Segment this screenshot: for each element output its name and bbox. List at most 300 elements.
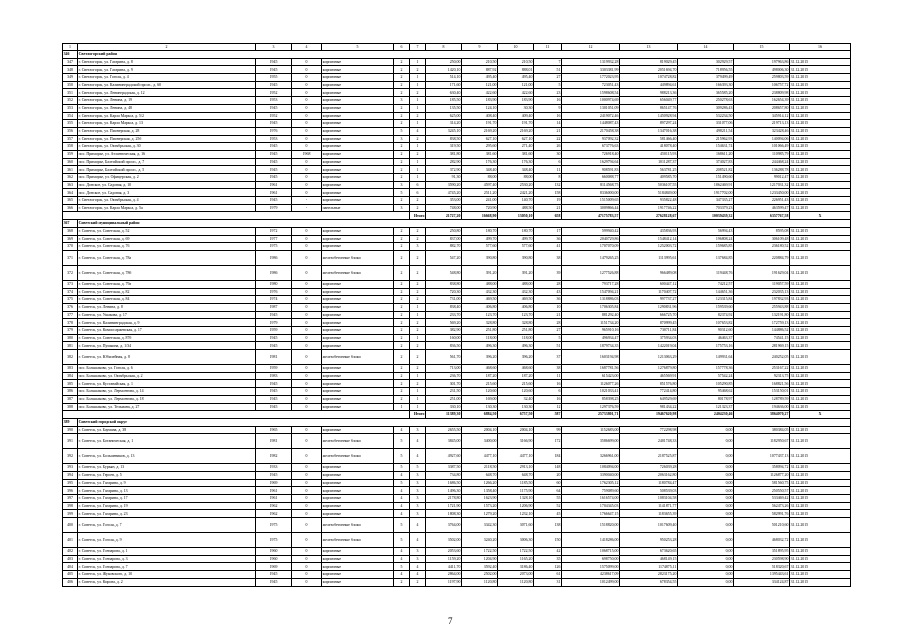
table-row [63, 135, 851, 143]
table-cell: 123,70 [498, 311, 534, 319]
table-cell: 3 [410, 495, 426, 503]
table-cell: 151490,60 [678, 174, 734, 182]
table-cell: 31.12.2015 [790, 250, 851, 265]
table-cell: 408,40 [462, 112, 498, 120]
table-cell: 255943,88 [734, 303, 790, 311]
table-cell: 20 [534, 471, 562, 479]
table-cell: 1 [410, 395, 426, 403]
table-cell: 31.12.2015 [790, 372, 851, 380]
table-cell: 2 [410, 280, 426, 288]
table-cell: 4477,10 [498, 449, 534, 464]
table-cell: 31.12.2015 [790, 227, 851, 235]
table-cell: 0,00 [678, 555, 734, 563]
table-cell: 31.12.2015 [790, 434, 851, 449]
table-cell: 3845,00 [426, 434, 462, 449]
table-cell: 0,00 [678, 563, 734, 571]
table-cell: 2073,00 [498, 571, 534, 579]
table-row [63, 189, 851, 197]
table-cell: 649529,69 [620, 395, 678, 403]
table-cell: 106757,72 [734, 81, 790, 89]
table-cell: 381 [63, 342, 78, 350]
table-cell: 118,00 [462, 334, 498, 342]
table-cell: 2 [394, 74, 410, 82]
table-cell: 508539,03 [620, 487, 678, 495]
column-number: 11 [534, 44, 562, 51]
table-cell: 314,20 [426, 120, 462, 128]
table-cell: г. Советск, ул. Гончарова, д. 3 [78, 555, 256, 563]
table-cell: 630,40 [426, 89, 462, 97]
table-cell: железобетонные блоки [322, 434, 394, 449]
table-cell: 2118,50 [462, 464, 498, 472]
table-cell: 370 [63, 243, 78, 251]
table-cell: железобетонные блоки [322, 265, 394, 280]
table-cell: 935822,48 [620, 197, 678, 205]
table-cell: 95468,62 [678, 388, 734, 396]
table-cell: 1598608,54 [562, 89, 620, 97]
table-cell: г. Светлогорск, ул. Гоголя, д. 4 [78, 74, 256, 82]
table-cell: 625,00 [426, 112, 462, 120]
table-cell: 0 [292, 89, 322, 97]
table-cell: 364 [63, 189, 78, 197]
table-cell: 726039,28 [620, 464, 678, 472]
table-cell: 4 [394, 510, 410, 518]
table-cell: 331077,06 [678, 120, 734, 128]
table-cell: 496,30 [498, 342, 534, 350]
table-cell: 31.12.2015 [790, 388, 851, 396]
table-cell: 2051694,70 [620, 66, 678, 74]
table-cell: 4597,40 [462, 181, 498, 189]
table-cell: 0 [292, 227, 322, 235]
table-cell: 495,40 [462, 74, 498, 82]
table-cell: 353 [63, 104, 78, 112]
table-cell: 1 [410, 143, 426, 151]
total-cell: 6757,50 [498, 411, 534, 419]
table-cell: 137684,85 [678, 250, 734, 265]
section-title: Советский муниципальный район [78, 220, 851, 228]
table-row [63, 74, 851, 82]
table-cell: 950253,28 [620, 533, 678, 548]
table-row [63, 235, 851, 243]
table-cell: 1141871,77 [620, 502, 678, 510]
table-cell: 377 [63, 311, 78, 319]
table-cell: г. Советск, ул. Советская, д. 87б [78, 334, 256, 342]
table-cell: 385 [63, 380, 78, 388]
table-cell: 31.12.2015 [790, 487, 851, 495]
table-cell: 259803,59 [734, 74, 790, 82]
table-cell: 0 [292, 66, 322, 74]
table-cell: 105290,85 [678, 380, 734, 388]
table-cell: 5 [534, 334, 562, 342]
table-cell: 360 [63, 158, 78, 166]
table-row [63, 89, 851, 97]
table-cell: 2169,20 [462, 127, 498, 135]
table-cell: 82374,92 [678, 311, 734, 319]
table-cell: 0 [292, 388, 322, 396]
table-cell: 0 [292, 243, 322, 251]
table-cell: 937092,32 [562, 135, 620, 143]
table-cell: 2 [394, 311, 410, 319]
table-cell: 0 [292, 181, 322, 189]
table-cell: 328,80 [462, 319, 498, 327]
table-cell: 392 [63, 449, 78, 464]
table-cell: 334124,87 [734, 578, 790, 586]
section-number: 389 [63, 418, 78, 426]
table-cell: 838,40 [426, 303, 462, 311]
table-cell: 673620,65 [620, 548, 678, 556]
table-cell: 140094,06 [734, 135, 790, 143]
table-row [63, 548, 851, 556]
table-cell: кирпичные [322, 563, 394, 571]
table-cell: 74212,57 [678, 280, 734, 288]
table-cell: 0 [292, 250, 322, 265]
table-row [63, 181, 851, 189]
table-cell: 496,30 [462, 342, 498, 350]
table-cell: 251,80 [462, 327, 498, 335]
table-cell: 382 [63, 350, 78, 365]
table-row [63, 265, 851, 280]
table-cell: 356 [63, 127, 78, 135]
table-cell: 31.12.2015 [790, 66, 851, 74]
table-cell: 1965 [256, 426, 292, 434]
total-cell: 11389,30 [426, 411, 462, 419]
table-cell: 1616574,00 [562, 495, 620, 503]
table-cell: 31.12.2015 [790, 296, 851, 304]
table-cell: кирпичные [322, 135, 394, 143]
table-cell: 400 [63, 518, 78, 533]
table-cell: 31.12.2015 [790, 143, 851, 151]
column-number: 7 [410, 44, 426, 51]
table-cell: 121,00 [462, 81, 498, 89]
table-cell: 1068715,00 [562, 548, 620, 556]
table-cell: 302929,57 [678, 58, 734, 66]
table-cell: 27 [534, 74, 562, 82]
table-cell: 0 [292, 189, 322, 197]
table-row [63, 449, 851, 464]
table-cell: 908591,83 [562, 166, 620, 174]
page-number: 7 [448, 616, 453, 626]
table-cell: 1962 [256, 510, 292, 518]
table-row [63, 174, 851, 182]
table-cell: 1945 [256, 143, 292, 151]
table-cell: 1204,90 [462, 555, 498, 563]
table-cell: пос. Приморье, Балтийский просп., д. 7 [78, 158, 256, 166]
table-cell: 31.12.2015 [790, 510, 851, 518]
table-cell: кирпичные [322, 296, 394, 304]
table-cell: 0,00 [678, 426, 734, 434]
table-cell: 838,50 [426, 135, 462, 143]
table-cell: 4411,70 [426, 563, 462, 571]
table-cell: 0 [292, 166, 322, 174]
table-cell: 31.12.2015 [790, 280, 851, 288]
total-cell: 6884,50 [462, 411, 498, 419]
table-cell: - [292, 204, 322, 212]
table-cell: 1945 [256, 380, 292, 388]
table-cell: 1185,50 [498, 479, 534, 487]
table-cell: 3245,10 [426, 127, 462, 135]
table-cell: г. Советск, ул. Ботаническая, д. 1 [78, 434, 256, 449]
table-cell: 1175,90 [498, 487, 534, 495]
table-cell: 121,00 [498, 81, 534, 89]
table-cell: 1959 [256, 327, 292, 335]
table-cell: 0 [292, 97, 322, 105]
table-cell: 0,00 [678, 548, 734, 556]
table-cell: 1083104,58 [620, 495, 678, 503]
table-cell: 31.12.2015 [790, 563, 851, 571]
table-cell: 352 [63, 97, 78, 105]
table-cell: 3 [410, 502, 426, 510]
table-cell: 2 [410, 89, 426, 97]
table-cell: 31.12.2015 [790, 204, 851, 212]
table-cell: 306109,48 [734, 235, 790, 243]
table-cell: 28 [534, 319, 562, 327]
table-cell: 1974 [256, 296, 292, 304]
table-cell: 230598,90 [734, 555, 790, 563]
table-row [63, 487, 851, 495]
table-cell: пос. Большаково, ул. Лермонтова, д. 14 [78, 388, 256, 396]
table-cell: пос. Приморье, ул. Офицерская, д. 2 [78, 174, 256, 182]
table-cell: г. Советск, ул. Гагарина, д. 23 [78, 510, 256, 518]
table-cell: 3006,30 [498, 533, 534, 548]
table-cell: 2 [410, 578, 426, 586]
table-cell: 1945 [256, 471, 292, 479]
table-row [63, 327, 851, 335]
table-cell: 119057,59 [734, 280, 790, 288]
table-cell: 5 [394, 127, 410, 135]
table-cell: 376 [63, 303, 78, 311]
table-cell: 3400,00 [462, 434, 498, 449]
table-cell: 11 [534, 166, 562, 174]
table-cell: 149931,64 [678, 350, 734, 365]
table-cell: 369 [63, 235, 78, 243]
table-row [63, 350, 851, 365]
table-cell: г. Светлогорск, ул. Карла Маркса, д. 5а [78, 204, 256, 212]
table-cell: кирпичные [322, 487, 394, 495]
table-cell: 3 [410, 487, 426, 495]
table-cell: 406,80 [462, 303, 498, 311]
table-cell: 5184849,00 [620, 189, 678, 197]
table-cell: 8595,08 [734, 227, 790, 235]
table-cell: 581560,75 [734, 479, 790, 487]
table-cell: 6 [410, 181, 426, 189]
table-cell: 1297376,59 [562, 403, 620, 411]
table-cell: кирпичные [322, 197, 394, 205]
table-cell: 374027,83 [678, 158, 734, 166]
table-cell: 5 [394, 189, 410, 197]
table-cell: 31.12.2015 [790, 74, 851, 82]
table-row [63, 104, 851, 112]
table-cell: г. Советск, ул. Гончарова, д. 1 [78, 548, 256, 556]
table-cell: 183,90 [462, 97, 498, 105]
table-cell: 1011287,37 [620, 158, 678, 166]
table-cell: 31.12.2015 [790, 548, 851, 556]
table-cell: 1 [410, 303, 426, 311]
table-cell: 1879734,35 [562, 342, 620, 350]
table-cell: 1722,50 [462, 548, 498, 556]
table-cell: 533469,42 [734, 495, 790, 503]
table-cell: 1945 [256, 58, 292, 66]
table-cell: 31.12.2015 [790, 97, 851, 105]
table-cell: 1629794,64 [562, 158, 620, 166]
table-cell: 361 [63, 166, 78, 174]
table-cell: г. Советск, ул. Комиссаржевская, д. 17 [78, 327, 256, 335]
table-cell: 123,70 [462, 311, 498, 319]
table-cell: 176,30 [462, 158, 498, 166]
table-cell: 1945 [256, 403, 292, 411]
table-row [63, 319, 851, 327]
table-cell: 41 [534, 243, 562, 251]
table-cell: кирпичные [322, 571, 394, 579]
table-cell: 1959 [256, 365, 292, 373]
table-cell: 0 [292, 350, 322, 365]
table-cell: 1977 [256, 235, 292, 243]
table-cell: 403 [63, 555, 78, 563]
table-cell: 897297,24 [620, 120, 678, 128]
table-cell: 92313,75 [734, 372, 790, 380]
table-cell: 168821,56 [734, 380, 790, 388]
table-cell: 499,70 [462, 235, 498, 243]
table-cell: 1707070,09 [562, 243, 620, 251]
table-cell: 0 [292, 143, 322, 151]
table-cell: 1152683,00 [562, 426, 620, 434]
table-cell: 858398,25 [562, 395, 620, 403]
table-row [63, 495, 851, 503]
table-cell: 46463,37 [678, 334, 734, 342]
table-cell: 0 [292, 434, 322, 449]
table-cell: 627,10 [462, 135, 498, 143]
table-cell: кирпичные [322, 288, 394, 296]
table-cell: 7 [534, 58, 562, 66]
table-cell: 496934,47 [562, 334, 620, 342]
table-cell: 4 [394, 495, 410, 503]
table-cell: 723051,43 [562, 81, 620, 89]
table-cell: 397 [63, 495, 78, 503]
table-cell: 250,00 [426, 58, 462, 66]
table-cell: 1762305,12 [562, 479, 620, 487]
table-cell: 32,40 [498, 395, 534, 403]
table-cell: 3 [410, 471, 426, 479]
table-cell: г. Советск, ул. Жуковского, д. 10 [78, 571, 256, 579]
table-cell: 870999,45 [620, 319, 678, 327]
table-cell: 3303381,99 [562, 66, 620, 74]
table-cell: 0 [292, 104, 322, 112]
table-cell: 1953 [256, 97, 292, 105]
table-cell: 51 [534, 342, 562, 350]
table-cell: 0 [292, 571, 322, 579]
table-cell: 4 [410, 449, 426, 464]
table-cell: кирпичные [322, 380, 394, 388]
table-cell: 1277526,88 [562, 265, 620, 280]
table-cell: 382,90 [426, 327, 462, 335]
table-cell: 180,70 [462, 227, 498, 235]
table-cell: 38 [534, 365, 562, 373]
table-cell: железобетонные блоки [322, 518, 394, 533]
table-cell: 1 [410, 372, 426, 380]
table-row [63, 166, 851, 174]
table-cell: 666725,70 [620, 311, 678, 319]
table-cell: 1 [410, 311, 426, 319]
table-cell: 648,70 [498, 471, 534, 479]
table-cell: кирпичные [322, 112, 394, 120]
table-cell: 1575099,00 [562, 563, 620, 571]
table-cell: кирпичные [322, 120, 394, 128]
table-cell: пос. Донское, ул. Садовая, д. 3 [78, 189, 256, 197]
table-cell: кирпичные [322, 235, 394, 243]
table-cell: 0 [292, 495, 322, 503]
table-cell: 2 [410, 227, 426, 235]
table-cell: 132191,80 [734, 311, 790, 319]
table-cell: кирпичные [322, 243, 394, 251]
table-cell: 6 [410, 189, 426, 197]
table-cell: 1961 [256, 487, 292, 495]
table-cell: 432,30 [498, 288, 534, 296]
table-cell: 3 [410, 479, 426, 487]
table-cell: 348,40 [462, 166, 498, 174]
table-cell: 577,60 [498, 243, 534, 251]
table-cell: 381,60 [462, 150, 498, 158]
table-cell: 31.12.2015 [790, 189, 851, 197]
table-cell: 132 [534, 181, 562, 189]
total-cell: 2404230,46 [678, 411, 734, 419]
table-cell: 176,30 [498, 158, 534, 166]
table-cell: 547,20 [426, 250, 462, 265]
table-cell: 150 [534, 533, 562, 548]
table-cell: 158 [534, 189, 562, 197]
table-cell: 251,80 [498, 327, 534, 335]
total-cell: 25733801,71 [562, 411, 620, 419]
column-number: 2 [78, 44, 256, 51]
table-row [63, 112, 851, 120]
table-cell: 3390040,00 [562, 471, 620, 479]
table-cell: 548,80 [426, 265, 462, 280]
table-cell: 1945 [256, 81, 292, 89]
table-cell: 2 [394, 143, 410, 151]
table-cell: 2 [410, 296, 426, 304]
table-cell: 16 [534, 380, 562, 388]
table-cell: 0,00 [678, 487, 734, 495]
table-cell: 159685,85 [678, 243, 734, 251]
table-cell: 126 [534, 563, 562, 571]
table-cell: 422,60 [498, 89, 534, 97]
table-cell: 80178,97 [678, 395, 734, 403]
table-cell: кирпичные [322, 464, 394, 472]
table-cell: 726918,40 [562, 150, 620, 158]
table-cell: 1479265,25 [562, 250, 620, 265]
table-cell: 99012,47 [734, 174, 790, 182]
table-cell: 2 [394, 388, 410, 396]
table-cell: 144886,52 [734, 327, 790, 335]
table-cell: 123315,84 [678, 296, 734, 304]
table-cell: 731,00 [426, 296, 462, 304]
table-cell: 1953 [256, 135, 292, 143]
table-cell: 1 [410, 97, 426, 105]
table-cell: 3590,20 [426, 181, 462, 189]
table-cell: 31.12.2015 [790, 327, 851, 335]
table-cell: 175753,16 [678, 342, 734, 350]
table-cell: 10 [534, 303, 562, 311]
table-cell: 31.12.2015 [790, 265, 851, 280]
table-cell: 2 [394, 372, 410, 380]
table-cell: 2 [394, 243, 410, 251]
table-cell: 4 [394, 471, 410, 479]
table-cell: 215962,93 [678, 135, 734, 143]
table-cell: 0,00 [678, 502, 734, 510]
table-cell: 882,70 [426, 243, 462, 251]
table-cell: 1347016,38 [620, 127, 678, 135]
table-cell: 2169,20 [498, 127, 534, 135]
table-cell: 2 [394, 303, 410, 311]
table-cell: 1945 [256, 166, 292, 174]
table-cell: 1962 [256, 502, 292, 510]
